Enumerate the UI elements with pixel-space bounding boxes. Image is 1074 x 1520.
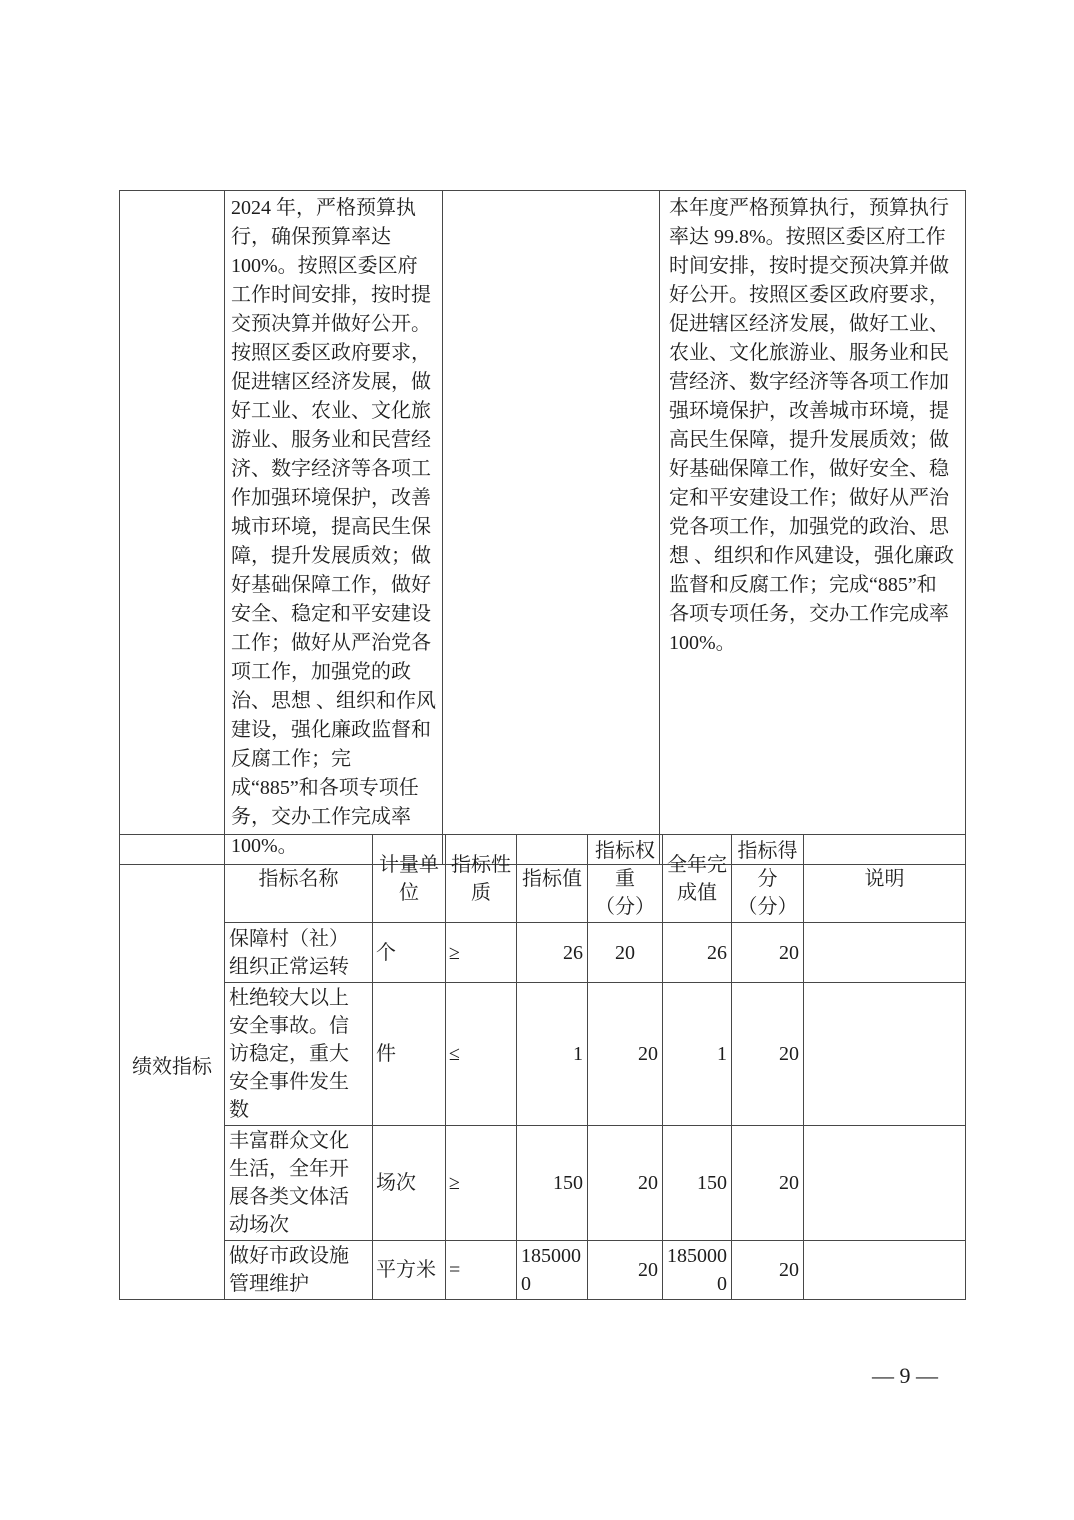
cell-target-value: 150 bbox=[517, 1126, 588, 1241]
header-indicator-name: 指标名称 bbox=[225, 835, 373, 923]
summary-spacer-cell-middle bbox=[443, 191, 660, 865]
table-row bbox=[120, 1241, 966, 1300]
cell-score: 20 bbox=[732, 983, 804, 1126]
cell-completed-value: 1850000 bbox=[663, 1241, 732, 1300]
table-row bbox=[120, 1126, 966, 1241]
table-row bbox=[120, 983, 966, 1126]
cell-completed-value: 1 bbox=[663, 983, 732, 1126]
cell-indicator-name: 保障村（社）组织正常运转 bbox=[225, 923, 373, 983]
header-nature: 指标性 质 bbox=[446, 835, 517, 923]
header-weight: 指标权 重 （分） bbox=[588, 835, 663, 923]
cell-nature: = bbox=[446, 1241, 517, 1300]
cell-note bbox=[804, 1241, 966, 1300]
header-note: 说明 bbox=[804, 835, 966, 923]
cell-note bbox=[804, 983, 966, 1126]
summary-spacer-cell-left bbox=[120, 191, 225, 865]
cell-target-value: 1850000 bbox=[517, 1241, 588, 1300]
header-target-value: 指标值 bbox=[517, 835, 588, 923]
page-number: — 9 — bbox=[872, 1363, 938, 1388]
cell-note bbox=[804, 1126, 966, 1241]
cell-note bbox=[804, 923, 966, 983]
cell-unit: 场次 bbox=[373, 1126, 446, 1241]
summary-row bbox=[120, 191, 966, 865]
cell-unit: 平方米 bbox=[373, 1241, 446, 1300]
cell-nature: ≥ bbox=[446, 1126, 517, 1241]
cell-indicator-name: 丰富群众文化生活，全年开展各类文体活动场次 bbox=[225, 1126, 373, 1241]
table-row bbox=[120, 923, 966, 983]
cell-unit: 个 bbox=[373, 923, 446, 983]
header-score: 指标得 分 （分） bbox=[732, 835, 804, 923]
cell-completed-value: 150 bbox=[663, 1126, 732, 1241]
annual-result-text-cell: 本年度严格预算执行，预算执行率达 99.8%。按照区委区府工作时间安排，按时提交预决算并做好公开。按照区委区政府要求，促进辖区经济发展，做好工业、农业、文化旅游业、服务业和民营经济、数字经济等各项工作加强环境保护，改善城市环境，提高民生保障，提升发展质效；做好基础保障工作，做好安全、稳定和平安建设工作；做好从严治党各项工作，加强党的政治、思想 、组织和作风建设，强化廉政监督和反腐工作；完成“885”和各项专项任务，交办工作完成率 100%。 bbox=[660, 191, 966, 865]
cell-nature: ≥ bbox=[446, 923, 517, 983]
cell-weight: 20 bbox=[588, 1241, 663, 1300]
cell-score: 20 bbox=[732, 1241, 804, 1300]
indicator-table bbox=[119, 834, 966, 1300]
cell-weight: 20 bbox=[588, 923, 663, 983]
cell-completed-value: 26 bbox=[663, 923, 732, 983]
cell-weight: 20 bbox=[588, 1126, 663, 1241]
cell-target-value: 26 bbox=[517, 923, 588, 983]
cell-score: 20 bbox=[732, 923, 804, 983]
indicator-header-row bbox=[120, 835, 966, 923]
summary-table bbox=[119, 190, 966, 865]
cell-score: 20 bbox=[732, 1126, 804, 1241]
cell-unit: 件 bbox=[373, 983, 446, 1126]
header-unit: 计量单 位 bbox=[373, 835, 446, 923]
cell-target-value: 1 bbox=[517, 983, 588, 1126]
cell-indicator-name: 杜绝较大以上安全事故。信访稳定，重大安全事件发生数 bbox=[225, 983, 373, 1126]
header-completed-value: 全年完 成值 bbox=[663, 835, 732, 923]
row-group-label: 绩效指标 bbox=[120, 835, 225, 1300]
annual-plan-text-cell: 2024 年，严格预算执行，确保预算率达 100%。按照区委区府工作时间安排，按时提交预决算并做好公开。按照区委区政府要求，促进辖区经济发展，做好工业、农业、文化旅游业、服务业和民营经济、数字经济等各项工作加强环境保护，改善城市环境，提高民生保障，提升发展质效；做好基础保障工作，做好安全、稳定和平安建设工作；做好从严治党各项工作，加强党的政治、思想 、组织和作风建设，强化廉政监督和反腐工作；完成“885”和各项专项任务，交办工作完成率 100%。 bbox=[225, 191, 443, 865]
cell-weight: 20 bbox=[588, 983, 663, 1126]
cell-nature: ≤ bbox=[446, 983, 517, 1126]
cell-indicator-name: 做好市政设施管理维护 bbox=[225, 1241, 373, 1300]
